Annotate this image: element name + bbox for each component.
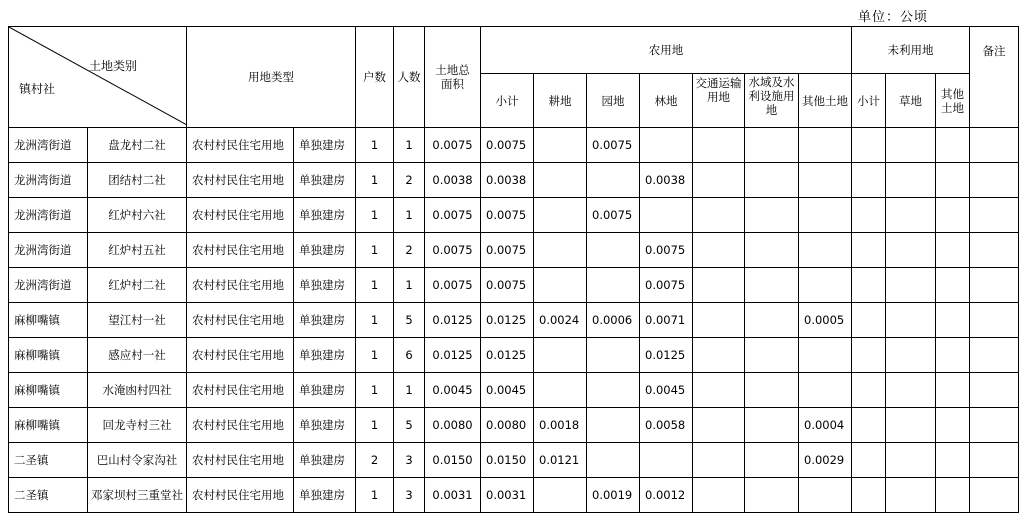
grassland-cell — [886, 338, 936, 373]
village-cell: 团结村二社 — [88, 163, 187, 198]
grassland-cell — [886, 268, 936, 303]
remark-cell — [970, 373, 1019, 408]
forest-cell — [640, 128, 693, 163]
unused-other-cell — [936, 443, 970, 478]
water-cell — [745, 478, 799, 513]
use-type-cell: 农村村民住宅用地 — [187, 303, 294, 338]
build-type-cell: 单独建房 — [294, 478, 356, 513]
grassland-cell — [886, 128, 936, 163]
town-cell: 龙洲湾街道 — [9, 128, 88, 163]
use-type-cell: 农村村民住宅用地 — [187, 268, 294, 303]
water-cell — [745, 303, 799, 338]
grassland-cell — [886, 198, 936, 233]
use-type-cell: 农村村民住宅用地 — [187, 373, 294, 408]
unused-other-cell — [936, 198, 970, 233]
transport-cell — [693, 128, 745, 163]
persons-cell: 2 — [394, 163, 425, 198]
agri-subtotal-header: 小计 — [481, 74, 534, 128]
unused-subtotal-cell — [852, 338, 886, 373]
agri-subtotal-cell: 0.0038 — [481, 163, 534, 198]
transport-cell — [693, 233, 745, 268]
other-land-cell — [799, 338, 852, 373]
use-type-cell: 农村村民住宅用地 — [187, 163, 294, 198]
farmland-cell — [534, 198, 587, 233]
garden-header: 园地 — [587, 74, 640, 128]
transport-cell — [693, 408, 745, 443]
village-cell: 回龙寺村三社 — [88, 408, 187, 443]
other-land-cell — [799, 268, 852, 303]
garden-cell: 0.0075 — [587, 128, 640, 163]
agri-subtotal-cell: 0.0031 — [481, 478, 534, 513]
grassland-cell — [886, 163, 936, 198]
households-header: 户数 — [356, 27, 394, 128]
unused-other-cell — [936, 163, 970, 198]
persons-cell: 1 — [394, 198, 425, 233]
water-cell — [745, 268, 799, 303]
water-cell — [745, 128, 799, 163]
unused-other-cell — [936, 128, 970, 163]
town-cell: 麻柳嘴镇 — [9, 303, 88, 338]
table-row — [9, 338, 1019, 373]
forest-cell: 0.0045 — [640, 373, 693, 408]
unused-subtotal-cell — [852, 408, 886, 443]
transport-cell — [693, 478, 745, 513]
agri-subtotal-cell: 0.0075 — [481, 268, 534, 303]
agri-subtotal-cell: 0.0045 — [481, 373, 534, 408]
households-cell: 1 — [356, 163, 394, 198]
remark-cell — [970, 303, 1019, 338]
village-cell: 水淹凼村四社 — [88, 373, 187, 408]
water-cell — [745, 373, 799, 408]
unused-subtotal-cell — [852, 163, 886, 198]
persons-cell: 2 — [394, 233, 425, 268]
table-row — [9, 478, 1019, 513]
farmland-cell: 0.0018 — [534, 408, 587, 443]
table-row — [9, 198, 1019, 233]
persons-cell: 3 — [394, 478, 425, 513]
forest-cell: 0.0071 — [640, 303, 693, 338]
table-row — [9, 128, 1019, 163]
households-cell: 1 — [356, 373, 394, 408]
transport-cell — [693, 303, 745, 338]
households-cell: 1 — [356, 128, 394, 163]
table-row — [9, 233, 1019, 268]
water-header: 水域及水利设施用地 — [745, 74, 799, 128]
agri-subtotal-cell: 0.0075 — [481, 233, 534, 268]
diagonal-line — [9, 27, 187, 125]
total-area-cell: 0.0075 — [425, 198, 481, 233]
use-type-cell: 农村村民住宅用地 — [187, 478, 294, 513]
table-row — [9, 408, 1019, 443]
households-cell: 1 — [356, 233, 394, 268]
total-area-cell: 0.0080 — [425, 408, 481, 443]
persons-cell: 5 — [394, 303, 425, 338]
garden-cell — [587, 408, 640, 443]
transport-cell — [693, 163, 745, 198]
land-category-label: 土地类别 — [89, 59, 138, 73]
garden-cell — [587, 443, 640, 478]
town-cell: 龙洲湾街道 — [9, 163, 88, 198]
farmland-cell — [534, 233, 587, 268]
total-area-cell: 0.0038 — [425, 163, 481, 198]
persons-cell: 1 — [394, 128, 425, 163]
forest-cell: 0.0038 — [640, 163, 693, 198]
use-type-cell: 农村村民住宅用地 — [187, 338, 294, 373]
households-cell: 1 — [356, 268, 394, 303]
total-area-cell: 0.0150 — [425, 443, 481, 478]
unused-subtotal-cell — [852, 268, 886, 303]
water-cell — [745, 163, 799, 198]
village-cell: 巴山村令家沟社 — [88, 443, 187, 478]
garden-cell — [587, 338, 640, 373]
remark-cell — [970, 443, 1019, 478]
build-type-cell: 单独建房 — [294, 128, 356, 163]
persons-cell: 1 — [394, 373, 425, 408]
unused-other-cell — [936, 373, 970, 408]
unused-subtotal-cell — [852, 128, 886, 163]
other-land-cell — [799, 128, 852, 163]
forest-cell: 0.0075 — [640, 233, 693, 268]
garden-cell — [587, 373, 640, 408]
remark-cell — [970, 233, 1019, 268]
total-area-cell: 0.0031 — [425, 478, 481, 513]
build-type-cell: 单独建房 — [294, 373, 356, 408]
village-cell: 红炉村五社 — [88, 233, 187, 268]
grassland-cell — [886, 478, 936, 513]
households-cell: 1 — [356, 408, 394, 443]
unused-subtotal-cell — [852, 478, 886, 513]
persons-cell: 5 — [394, 408, 425, 443]
persons-cell: 1 — [394, 268, 425, 303]
total-area-cell: 0.0075 — [425, 233, 481, 268]
town-cell: 龙洲湾街道 — [9, 268, 88, 303]
unused-subtotal-header: 小计 — [852, 74, 886, 128]
unused-subtotal-cell — [852, 373, 886, 408]
agri-subtotal-cell: 0.0080 — [481, 408, 534, 443]
remark-cell — [970, 408, 1019, 443]
forest-header: 林地 — [640, 74, 693, 128]
total-area-cell: 0.0075 — [425, 268, 481, 303]
town-village-label: 镇村社 — [19, 82, 56, 96]
table-row — [9, 303, 1019, 338]
remark-cell — [970, 128, 1019, 163]
table-row — [9, 373, 1019, 408]
village-cell: 红炉村六社 — [88, 198, 187, 233]
forest-cell — [640, 443, 693, 478]
other-land-cell — [799, 373, 852, 408]
unused-subtotal-cell — [852, 303, 886, 338]
use-type-cell: 农村村民住宅用地 — [187, 128, 294, 163]
grassland-cell — [886, 373, 936, 408]
households-cell: 1 — [356, 478, 394, 513]
forest-cell: 0.0012 — [640, 478, 693, 513]
garden-cell — [587, 163, 640, 198]
town-cell: 二圣镇 — [9, 478, 88, 513]
forest-cell: 0.0058 — [640, 408, 693, 443]
forest-cell: 0.0125 — [640, 338, 693, 373]
other-land-header: 其他土地 — [799, 74, 852, 128]
other-land-cell — [799, 233, 852, 268]
farmland-cell: 0.0024 — [534, 303, 587, 338]
transport-cell — [693, 373, 745, 408]
unused-subtotal-cell — [852, 443, 886, 478]
use-type-cell: 农村村民住宅用地 — [187, 233, 294, 268]
garden-cell — [587, 268, 640, 303]
build-type-cell: 单独建房 — [294, 303, 356, 338]
remark-cell — [970, 338, 1019, 373]
transport-cell — [693, 268, 745, 303]
garden-cell: 0.0075 — [587, 198, 640, 233]
village-cell: 望江村一社 — [88, 303, 187, 338]
build-type-cell: 单独建房 — [294, 233, 356, 268]
other-land-cell: 0.0005 — [799, 303, 852, 338]
other-land-cell — [799, 478, 852, 513]
unused-other-cell — [936, 303, 970, 338]
water-cell — [745, 233, 799, 268]
grassland-cell — [886, 443, 936, 478]
unused-subtotal-cell — [852, 198, 886, 233]
persons-header: 人数 — [394, 27, 425, 128]
agricultural-header: 农用地 — [481, 27, 852, 74]
unused-other-cell — [936, 408, 970, 443]
table-row — [9, 268, 1019, 303]
land-use-table — [8, 26, 1019, 513]
town-cell: 麻柳嘴镇 — [9, 338, 88, 373]
other-land-cell — [799, 198, 852, 233]
farmland-cell — [534, 128, 587, 163]
grassland-header: 草地 — [886, 74, 936, 128]
agri-subtotal-cell: 0.0125 — [481, 338, 534, 373]
grassland-cell — [886, 233, 936, 268]
households-cell: 1 — [356, 303, 394, 338]
total-area-header: 土地总面积 — [425, 27, 481, 128]
diagonal-header-cell — [9, 27, 187, 128]
total-area-cell: 0.0125 — [425, 303, 481, 338]
grassland-cell — [886, 408, 936, 443]
garden-cell: 0.0019 — [587, 478, 640, 513]
grassland-cell — [886, 303, 936, 338]
water-cell — [745, 443, 799, 478]
table-body — [9, 128, 1019, 513]
village-cell: 盘龙村二社 — [88, 128, 187, 163]
remark-cell — [970, 268, 1019, 303]
farmland-header: 耕地 — [534, 74, 587, 128]
build-type-cell: 单独建房 — [294, 198, 356, 233]
forest-cell: 0.0075 — [640, 268, 693, 303]
town-cell: 二圣镇 — [9, 443, 88, 478]
other-land-cell — [799, 163, 852, 198]
garden-cell: 0.0006 — [587, 303, 640, 338]
land-use-type-header: 用地类型 — [187, 27, 356, 128]
unused-other-cell — [936, 338, 970, 373]
table-row — [9, 443, 1019, 478]
unit-label: 单位：公顷 — [858, 10, 929, 25]
build-type-cell: 单独建房 — [294, 408, 356, 443]
use-type-cell: 农村村民住宅用地 — [187, 198, 294, 233]
unused-subtotal-cell — [852, 233, 886, 268]
transport-cell — [693, 338, 745, 373]
remark-cell — [970, 198, 1019, 233]
remark-header: 备注 — [970, 27, 1019, 128]
persons-cell: 3 — [394, 443, 425, 478]
unused-header: 未利用地 — [852, 27, 970, 74]
unused-other-cell — [936, 478, 970, 513]
agri-subtotal-cell: 0.0075 — [481, 128, 534, 163]
town-cell: 麻柳嘴镇 — [9, 408, 88, 443]
total-area-cell: 0.0045 — [425, 373, 481, 408]
other-land-cell: 0.0029 — [799, 443, 852, 478]
agri-subtotal-cell: 0.0075 — [481, 198, 534, 233]
farmland-cell — [534, 163, 587, 198]
transport-cell — [693, 443, 745, 478]
build-type-cell: 单独建房 — [294, 338, 356, 373]
farmland-cell — [534, 373, 587, 408]
village-cell: 邓家坝村三重堂社 — [88, 478, 187, 513]
transport-cell — [693, 198, 745, 233]
transport-header: 交通运输用地 — [693, 74, 745, 128]
persons-cell: 6 — [394, 338, 425, 373]
agri-subtotal-cell: 0.0125 — [481, 303, 534, 338]
unused-other-cell — [936, 233, 970, 268]
town-cell: 麻柳嘴镇 — [9, 373, 88, 408]
households-cell: 1 — [356, 338, 394, 373]
farmland-cell — [534, 478, 587, 513]
water-cell — [745, 338, 799, 373]
farmland-cell — [534, 268, 587, 303]
village-cell: 感应村一社 — [88, 338, 187, 373]
remark-cell — [970, 163, 1019, 198]
table-row — [9, 163, 1019, 198]
households-cell: 1 — [356, 198, 394, 233]
garden-cell — [587, 233, 640, 268]
farmland-cell: 0.0121 — [534, 443, 587, 478]
unused-other-cell — [936, 268, 970, 303]
build-type-cell: 单独建房 — [294, 443, 356, 478]
use-type-cell: 农村村民住宅用地 — [187, 408, 294, 443]
build-type-cell: 单独建房 — [294, 163, 356, 198]
farmland-cell — [534, 338, 587, 373]
water-cell — [745, 198, 799, 233]
total-area-cell: 0.0075 — [425, 128, 481, 163]
remark-cell — [970, 478, 1019, 513]
village-cell: 红炉村二社 — [88, 268, 187, 303]
agri-subtotal-cell: 0.0150 — [481, 443, 534, 478]
households-cell: 2 — [356, 443, 394, 478]
use-type-cell: 农村村民住宅用地 — [187, 443, 294, 478]
build-type-cell: 单独建房 — [294, 268, 356, 303]
header-row-1 — [9, 27, 1019, 74]
town-cell: 龙洲湾街道 — [9, 233, 88, 268]
other-land-cell: 0.0004 — [799, 408, 852, 443]
forest-cell — [640, 198, 693, 233]
town-cell: 龙洲湾街道 — [9, 198, 88, 233]
unused-other-header: 其他土地 — [936, 74, 970, 128]
water-cell — [745, 408, 799, 443]
total-area-cell: 0.0125 — [425, 338, 481, 373]
